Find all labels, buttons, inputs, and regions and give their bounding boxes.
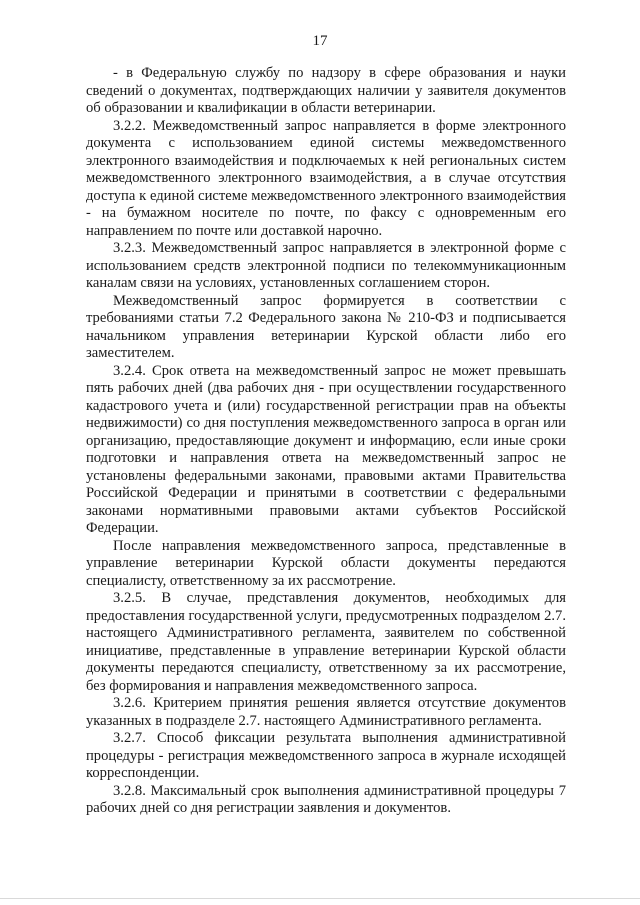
paragraph-3-2-5: 3.2.5. В случае, представления документов, необходимых для предоставления государственной услуги, предусмотренных подразделом 2.7. настоящего Административного регламента, заявителем по собственной инициативе, представленные в управление ветеринарии Курской области документы передаются специалисту, ответственному за их рассмотрение, без формирования и направления межведомственного запроса. [86, 590, 566, 694]
page-bottom-edge [0, 898, 640, 899]
paragraph-3-2-4: 3.2.4. Срок ответа на межведомственный запрос не может превышать пять рабочих дней (два рабочих дня - при осуществлении государственного кадастрового учета и (или) государственной регистрации прав на объекты недвижимости) со дня поступления межведомственного запроса в орган или организацию, предоставляющие документ и информацию, если иные сроки подготовки и направления ответа на межведомственный запрос не установлены федеральными законами, правовыми актами Правительства Российской Федерации и принятыми в соответствии с федеральными законами нормативными правовыми актами субъектов Российской Федерации. [86, 362, 566, 536]
paragraph-request-formation: Межведомственный запрос формируется в соответствии с требованиями статьи 7.2 Федерального закона № 210-ФЗ и подписывается начальником управления ветеринарии Курской области либо его заместителем. [86, 292, 566, 361]
paragraph-3-2-8: 3.2.8. Максимальный срок выполнения административной процедуры 7 рабочих дней со дня регистрации заявления и документов. [86, 782, 566, 816]
page-body [86, 65, 566, 818]
paragraph-3-2-2: 3.2.2. Межведомственный запрос направляется в форме электронного документа с использованием единой системы межведомственного электронного взаимодействия и подключаемых к ней региональных систем межведомственного электронного взаимодействия, а в случае отсутствия доступа к единой системе межведомственного электронного взаимодействия - на бумажном носителе по почте, по факсу с одновременным его направлением по почте или доставкой нарочно. [86, 117, 566, 239]
paragraph-3-2-3: 3.2.3. Межведомственный запрос направляется в электронной форме с использованием средств электронной подписи по телекоммуникационным каналам связи на условиях, установленных соглашением сторон. [86, 240, 566, 291]
page-number: 17 [312, 33, 328, 49]
paragraph-after-request: После направления межведомственного запроса, представленные в управление ветеринарии Курской области документы передаются специалисту, ответственному за их рассмотрение. [86, 537, 566, 589]
paragraph-3-2-6: 3.2.6. Критерием принятия решения является отсутствие документов указанных в подразделе 2.7. настоящего Административного регламента. [86, 695, 566, 729]
paragraph-fgos-service: - в Федеральную службу по надзору в сфере образования и науки сведений о документах, подтверждающих наличии у заявителя документов об образовании и квалификации в области ветеринарии. [86, 65, 566, 116]
paragraph-3-2-7: 3.2.7. Способ фиксации результата выполнения административной процедуры - регистрация межведомственного запроса в журнале исходящей корреспонденции. [86, 730, 566, 781]
